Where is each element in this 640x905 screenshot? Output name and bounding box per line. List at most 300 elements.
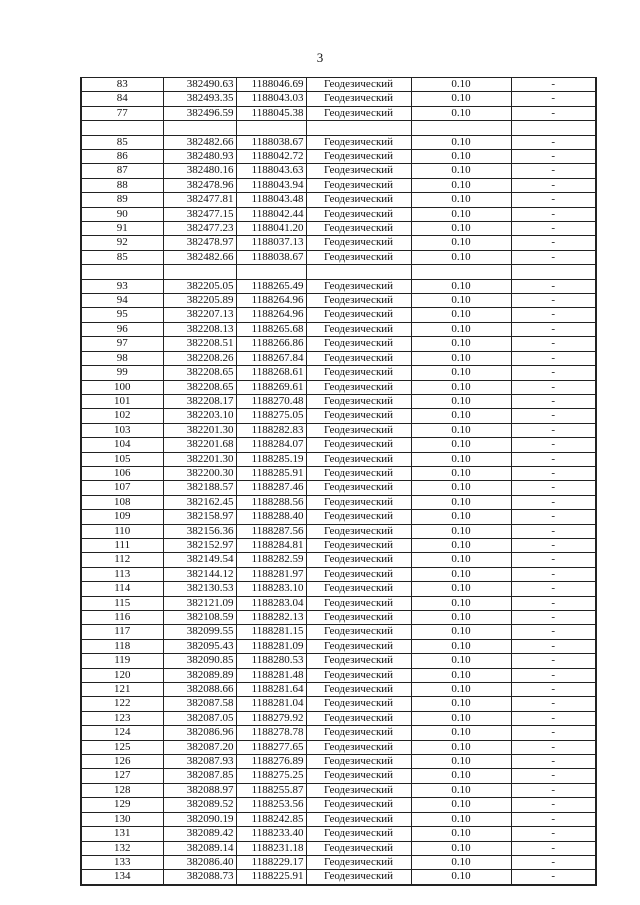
point-number-cell: 98	[81, 351, 163, 365]
table-row	[81, 279, 596, 293]
point-number-cell: 87	[81, 164, 163, 178]
accuracy-cell: 0.10	[411, 294, 511, 308]
note-cell: -	[511, 582, 596, 596]
x-coordinate-cell: 382478.97	[163, 236, 236, 250]
accuracy-cell: 0.10	[411, 510, 511, 524]
y-coordinate-cell: 1188281.97	[236, 567, 306, 581]
table-row	[81, 366, 596, 380]
table-row	[81, 783, 596, 797]
note-cell: -	[511, 337, 596, 351]
table-row	[81, 207, 596, 221]
accuracy-cell: 0.10	[411, 769, 511, 783]
accuracy-cell: 0.10	[411, 164, 511, 178]
y-coordinate-cell: 1188253.56	[236, 798, 306, 812]
x-coordinate-cell: 382490.63	[163, 78, 236, 92]
method-cell: Геодезический	[306, 697, 411, 711]
y-coordinate-cell: 1188275.05	[236, 409, 306, 423]
x-coordinate-cell: 382205.05	[163, 279, 236, 293]
y-coordinate-cell: 1188281.09	[236, 639, 306, 653]
y-coordinate-cell: 1188041.20	[236, 222, 306, 236]
x-coordinate-cell: 382121.09	[163, 596, 236, 610]
y-coordinate-cell: 1188284.81	[236, 538, 306, 552]
accuracy-cell: 0.10	[411, 438, 511, 452]
x-coordinate-cell: 382208.65	[163, 366, 236, 380]
y-coordinate-cell: 1188282.83	[236, 423, 306, 437]
x-coordinate-cell: 382205.89	[163, 294, 236, 308]
x-coordinate-cell: 382208.65	[163, 380, 236, 394]
method-cell: Геодезический	[306, 827, 411, 841]
y-coordinate-cell: 1188267.84	[236, 351, 306, 365]
accuracy-cell: 0.10	[411, 337, 511, 351]
x-coordinate-cell: 382208.26	[163, 351, 236, 365]
table-row	[81, 265, 596, 279]
note-cell: -	[511, 798, 596, 812]
note-cell: -	[511, 870, 596, 885]
accuracy-cell: 0.10	[411, 611, 511, 625]
x-coordinate-cell: 382088.66	[163, 683, 236, 697]
point-number-cell	[81, 265, 163, 279]
method-cell: Геодезический	[306, 135, 411, 149]
y-coordinate-cell: 1188285.19	[236, 452, 306, 466]
point-number-cell: 121	[81, 683, 163, 697]
method-cell: Геодезический	[306, 783, 411, 797]
x-coordinate-cell: 382088.97	[163, 783, 236, 797]
accuracy-cell: 0.10	[411, 596, 511, 610]
method-cell: Геодезический	[306, 366, 411, 380]
table-row	[81, 654, 596, 668]
note-cell: -	[511, 668, 596, 682]
x-coordinate-cell: 382087.58	[163, 697, 236, 711]
accuracy-cell: 0.10	[411, 351, 511, 365]
accuracy-cell: 0.10	[411, 279, 511, 293]
y-coordinate-cell: 1188288.56	[236, 495, 306, 509]
table-row	[81, 827, 596, 841]
table-row	[81, 567, 596, 581]
accuracy-cell: 0.10	[411, 481, 511, 495]
method-cell: Геодезический	[306, 740, 411, 754]
y-coordinate-cell: 1188285.91	[236, 466, 306, 480]
table-row	[81, 798, 596, 812]
note-cell: -	[511, 841, 596, 855]
table-row	[81, 78, 596, 92]
point-number-cell: 113	[81, 567, 163, 581]
method-cell	[306, 265, 411, 279]
x-coordinate-cell: 382089.52	[163, 798, 236, 812]
x-coordinate-cell: 382087.85	[163, 769, 236, 783]
accuracy-cell: 0.10	[411, 668, 511, 682]
method-cell: Геодезический	[306, 322, 411, 336]
accuracy-cell: 0.10	[411, 740, 511, 754]
accuracy-cell: 0.10	[411, 726, 511, 740]
point-number-cell: 134	[81, 870, 163, 885]
y-coordinate-cell: 1188287.46	[236, 481, 306, 495]
y-coordinate-cell: 1188266.86	[236, 337, 306, 351]
note-cell: -	[511, 438, 596, 452]
table-row	[81, 135, 596, 149]
table-row	[81, 121, 596, 135]
x-coordinate-cell: 382200.30	[163, 466, 236, 480]
accuracy-cell: 0.10	[411, 654, 511, 668]
y-coordinate-cell: 1188225.91	[236, 870, 306, 885]
point-number-cell: 89	[81, 193, 163, 207]
table-row	[81, 337, 596, 351]
note-cell: -	[511, 466, 596, 480]
x-coordinate-cell: 382188.57	[163, 481, 236, 495]
note-cell: -	[511, 322, 596, 336]
y-coordinate-cell: 1188264.96	[236, 294, 306, 308]
point-number-cell: 124	[81, 726, 163, 740]
note-cell: -	[511, 567, 596, 581]
point-number-cell: 86	[81, 150, 163, 164]
point-number-cell: 104	[81, 438, 163, 452]
note-cell: -	[511, 654, 596, 668]
note-cell: -	[511, 250, 596, 264]
x-coordinate-cell: 382478.96	[163, 178, 236, 192]
point-number-cell: 115	[81, 596, 163, 610]
accuracy-cell: 0.10	[411, 322, 511, 336]
y-coordinate-cell: 1188281.48	[236, 668, 306, 682]
note-cell: -	[511, 639, 596, 653]
method-cell: Геодезический	[306, 841, 411, 855]
note-cell: -	[511, 711, 596, 725]
y-coordinate-cell: 1188242.85	[236, 812, 306, 826]
point-number-cell: 107	[81, 481, 163, 495]
accuracy-cell: 0.10	[411, 466, 511, 480]
x-coordinate-cell: 382089.42	[163, 827, 236, 841]
y-coordinate-cell: 1188265.68	[236, 322, 306, 336]
method-cell: Геодезический	[306, 164, 411, 178]
point-number-cell: 119	[81, 654, 163, 668]
table-row	[81, 164, 596, 178]
x-coordinate-cell: 382208.51	[163, 337, 236, 351]
point-number-cell: 120	[81, 668, 163, 682]
table-row	[81, 394, 596, 408]
y-coordinate-cell	[236, 121, 306, 135]
point-number-cell: 127	[81, 769, 163, 783]
note-cell: -	[511, 510, 596, 524]
method-cell: Геодезический	[306, 611, 411, 625]
y-coordinate-cell: 1188045.38	[236, 106, 306, 120]
table-row	[81, 322, 596, 336]
method-cell: Геодезический	[306, 812, 411, 826]
accuracy-cell: 0.10	[411, 697, 511, 711]
point-number-cell: 88	[81, 178, 163, 192]
accuracy-cell: 0.10	[411, 553, 511, 567]
table-row	[81, 711, 596, 725]
table-row	[81, 683, 596, 697]
page-number: 3	[316, 50, 324, 65]
x-coordinate-cell: 382208.13	[163, 322, 236, 336]
accuracy-cell: 0.10	[411, 409, 511, 423]
table-row	[81, 538, 596, 552]
table-row	[81, 351, 596, 365]
x-coordinate-cell: 382090.19	[163, 812, 236, 826]
method-cell: Геодезический	[306, 452, 411, 466]
accuracy-cell: 0.10	[411, 711, 511, 725]
method-cell: Геодезический	[306, 481, 411, 495]
table-row	[81, 510, 596, 524]
accuracy-cell: 0.10	[411, 452, 511, 466]
accuracy-cell: 0.10	[411, 250, 511, 264]
note-cell: -	[511, 783, 596, 797]
y-coordinate-cell: 1188281.04	[236, 697, 306, 711]
y-coordinate-cell: 1188283.10	[236, 582, 306, 596]
point-number-cell: 85	[81, 135, 163, 149]
x-coordinate-cell: 382089.89	[163, 668, 236, 682]
note-cell: -	[511, 92, 596, 106]
table-row	[81, 740, 596, 754]
table-row	[81, 452, 596, 466]
y-coordinate-cell: 1188275.25	[236, 769, 306, 783]
table-row	[81, 553, 596, 567]
y-coordinate-cell: 1188288.40	[236, 510, 306, 524]
method-cell: Геодезический	[306, 495, 411, 509]
accuracy-cell: 0.10	[411, 222, 511, 236]
table-row	[81, 611, 596, 625]
point-number-cell: 100	[81, 380, 163, 394]
accuracy-cell: 0.10	[411, 178, 511, 192]
note-cell: -	[511, 812, 596, 826]
method-cell: Геодезический	[306, 207, 411, 221]
table-row	[81, 193, 596, 207]
method-cell: Геодезический	[306, 510, 411, 524]
x-coordinate-cell: 382144.12	[163, 567, 236, 581]
table-row	[81, 294, 596, 308]
method-cell: Геодезический	[306, 150, 411, 164]
method-cell: Геодезический	[306, 524, 411, 538]
accuracy-cell: 0.10	[411, 798, 511, 812]
note-cell: -	[511, 193, 596, 207]
note-cell: -	[511, 769, 596, 783]
x-coordinate-cell: 382158.97	[163, 510, 236, 524]
note-cell: -	[511, 524, 596, 538]
x-coordinate-cell: 382087.20	[163, 740, 236, 754]
method-cell: Геодезический	[306, 726, 411, 740]
note-cell: -	[511, 423, 596, 437]
table-row	[81, 236, 596, 250]
method-cell: Геодезический	[306, 380, 411, 394]
y-coordinate-cell: 1188043.48	[236, 193, 306, 207]
y-coordinate-cell: 1188264.96	[236, 308, 306, 322]
accuracy-cell: 0.10	[411, 207, 511, 221]
x-coordinate-cell: 382496.59	[163, 106, 236, 120]
x-coordinate-cell: 382086.96	[163, 726, 236, 740]
method-cell: Геодезический	[306, 308, 411, 322]
method-cell: Геодезический	[306, 193, 411, 207]
x-coordinate-cell: 382086.40	[163, 855, 236, 869]
method-cell: Геодезический	[306, 92, 411, 106]
method-cell: Геодезический	[306, 409, 411, 423]
accuracy-cell: 0.10	[411, 78, 511, 92]
note-cell: -	[511, 625, 596, 639]
table-row	[81, 812, 596, 826]
accuracy-cell: 0.10	[411, 841, 511, 855]
accuracy-cell: 0.10	[411, 394, 511, 408]
point-number-cell: 112	[81, 553, 163, 567]
point-number-cell: 84	[81, 92, 163, 106]
note-cell: -	[511, 222, 596, 236]
note-cell	[511, 265, 596, 279]
table-row	[81, 755, 596, 769]
x-coordinate-cell	[163, 265, 236, 279]
point-number-cell: 130	[81, 812, 163, 826]
table-row	[81, 178, 596, 192]
table-row	[81, 481, 596, 495]
table-row	[81, 524, 596, 538]
table-row	[81, 596, 596, 610]
table-row	[81, 380, 596, 394]
x-coordinate-cell: 382090.85	[163, 654, 236, 668]
method-cell: Геодезический	[306, 683, 411, 697]
y-coordinate-cell: 1188043.94	[236, 178, 306, 192]
x-coordinate-cell: 382477.15	[163, 207, 236, 221]
note-cell: -	[511, 207, 596, 221]
y-coordinate-cell: 1188283.04	[236, 596, 306, 610]
y-coordinate-cell: 1188284.07	[236, 438, 306, 452]
note-cell: -	[511, 366, 596, 380]
accuracy-cell: 0.10	[411, 308, 511, 322]
note-cell: -	[511, 553, 596, 567]
point-number-cell: 105	[81, 452, 163, 466]
y-coordinate-cell: 1188278.78	[236, 726, 306, 740]
method-cell: Геодезический	[306, 711, 411, 725]
method-cell: Геодезический	[306, 250, 411, 264]
method-cell: Геодезический	[306, 625, 411, 639]
note-cell: -	[511, 755, 596, 769]
method-cell: Геодезический	[306, 567, 411, 581]
accuracy-cell: 0.10	[411, 625, 511, 639]
method-cell: Геодезический	[306, 582, 411, 596]
x-coordinate-cell: 382088.73	[163, 870, 236, 885]
y-coordinate-cell: 1188038.67	[236, 135, 306, 149]
accuracy-cell: 0.10	[411, 524, 511, 538]
x-coordinate-cell: 382477.81	[163, 193, 236, 207]
y-coordinate-cell: 1188042.44	[236, 207, 306, 221]
method-cell: Геодезический	[306, 438, 411, 452]
x-coordinate-cell: 382087.93	[163, 755, 236, 769]
point-number-cell: 117	[81, 625, 163, 639]
accuracy-cell: 0.10	[411, 582, 511, 596]
note-cell: -	[511, 380, 596, 394]
note-cell: -	[511, 452, 596, 466]
x-coordinate-cell	[163, 121, 236, 135]
method-cell: Геодезический	[306, 279, 411, 293]
table-row	[81, 409, 596, 423]
accuracy-cell: 0.10	[411, 135, 511, 149]
point-number-cell: 92	[81, 236, 163, 250]
note-cell: -	[511, 827, 596, 841]
point-number-cell	[81, 121, 163, 135]
note-cell: -	[511, 279, 596, 293]
x-coordinate-cell: 382099.55	[163, 625, 236, 639]
point-number-cell: 106	[81, 466, 163, 480]
table-row	[81, 639, 596, 653]
x-coordinate-cell: 382162.45	[163, 495, 236, 509]
table-row	[81, 250, 596, 264]
accuracy-cell: 0.10	[411, 827, 511, 841]
y-coordinate-cell: 1188255.87	[236, 783, 306, 797]
point-number-cell: 108	[81, 495, 163, 509]
method-cell: Геодезический	[306, 78, 411, 92]
method-cell: Геодезический	[306, 222, 411, 236]
table-row	[81, 769, 596, 783]
table-row	[81, 841, 596, 855]
method-cell: Геодезический	[306, 798, 411, 812]
table-row	[81, 855, 596, 869]
x-coordinate-cell: 382089.14	[163, 841, 236, 855]
table-row	[81, 106, 596, 120]
y-coordinate-cell: 1188043.03	[236, 92, 306, 106]
table-row	[81, 423, 596, 437]
note-cell: -	[511, 78, 596, 92]
y-coordinate-cell: 1188038.67	[236, 250, 306, 264]
y-coordinate-cell: 1188037.13	[236, 236, 306, 250]
x-coordinate-cell: 382149.54	[163, 553, 236, 567]
y-coordinate-cell	[236, 265, 306, 279]
point-number-cell: 129	[81, 798, 163, 812]
table-row	[81, 726, 596, 740]
x-coordinate-cell: 382095.43	[163, 639, 236, 653]
point-number-cell: 132	[81, 841, 163, 855]
method-cell: Геодезический	[306, 394, 411, 408]
x-coordinate-cell: 382482.66	[163, 135, 236, 149]
method-cell: Геодезический	[306, 466, 411, 480]
accuracy-cell: 0.10	[411, 380, 511, 394]
method-cell: Геодезический	[306, 855, 411, 869]
note-cell: -	[511, 697, 596, 711]
note-cell: -	[511, 351, 596, 365]
accuracy-cell: 0.10	[411, 870, 511, 885]
method-cell: Геодезический	[306, 178, 411, 192]
y-coordinate-cell: 1188043.63	[236, 164, 306, 178]
note-cell: -	[511, 394, 596, 408]
method-cell: Геодезический	[306, 654, 411, 668]
y-coordinate-cell: 1188269.61	[236, 380, 306, 394]
point-number-cell: 131	[81, 827, 163, 841]
note-cell: -	[511, 294, 596, 308]
method-cell: Геодезический	[306, 294, 411, 308]
note-cell: -	[511, 481, 596, 495]
coordinates-table	[80, 77, 597, 886]
accuracy-cell: 0.10	[411, 366, 511, 380]
point-number-cell: 128	[81, 783, 163, 797]
table-row	[81, 495, 596, 509]
point-number-cell: 111	[81, 538, 163, 552]
point-number-cell: 97	[81, 337, 163, 351]
y-coordinate-cell: 1188229.17	[236, 855, 306, 869]
note-cell: -	[511, 855, 596, 869]
method-cell: Геодезический	[306, 351, 411, 365]
point-number-cell: 93	[81, 279, 163, 293]
y-coordinate-cell: 1188268.61	[236, 366, 306, 380]
point-number-cell: 109	[81, 510, 163, 524]
method-cell: Геодезический	[306, 755, 411, 769]
note-cell: -	[511, 150, 596, 164]
accuracy-cell: 0.10	[411, 236, 511, 250]
point-number-cell: 95	[81, 308, 163, 322]
x-coordinate-cell: 382087.05	[163, 711, 236, 725]
point-number-cell: 116	[81, 611, 163, 625]
y-coordinate-cell: 1188282.59	[236, 553, 306, 567]
y-coordinate-cell: 1188280.53	[236, 654, 306, 668]
x-coordinate-cell: 382493.35	[163, 92, 236, 106]
method-cell: Геодезический	[306, 870, 411, 885]
point-number-cell: 90	[81, 207, 163, 221]
method-cell: Геодезический	[306, 337, 411, 351]
coordinates-table-body	[81, 78, 596, 885]
method-cell	[306, 121, 411, 135]
table-row	[81, 438, 596, 452]
